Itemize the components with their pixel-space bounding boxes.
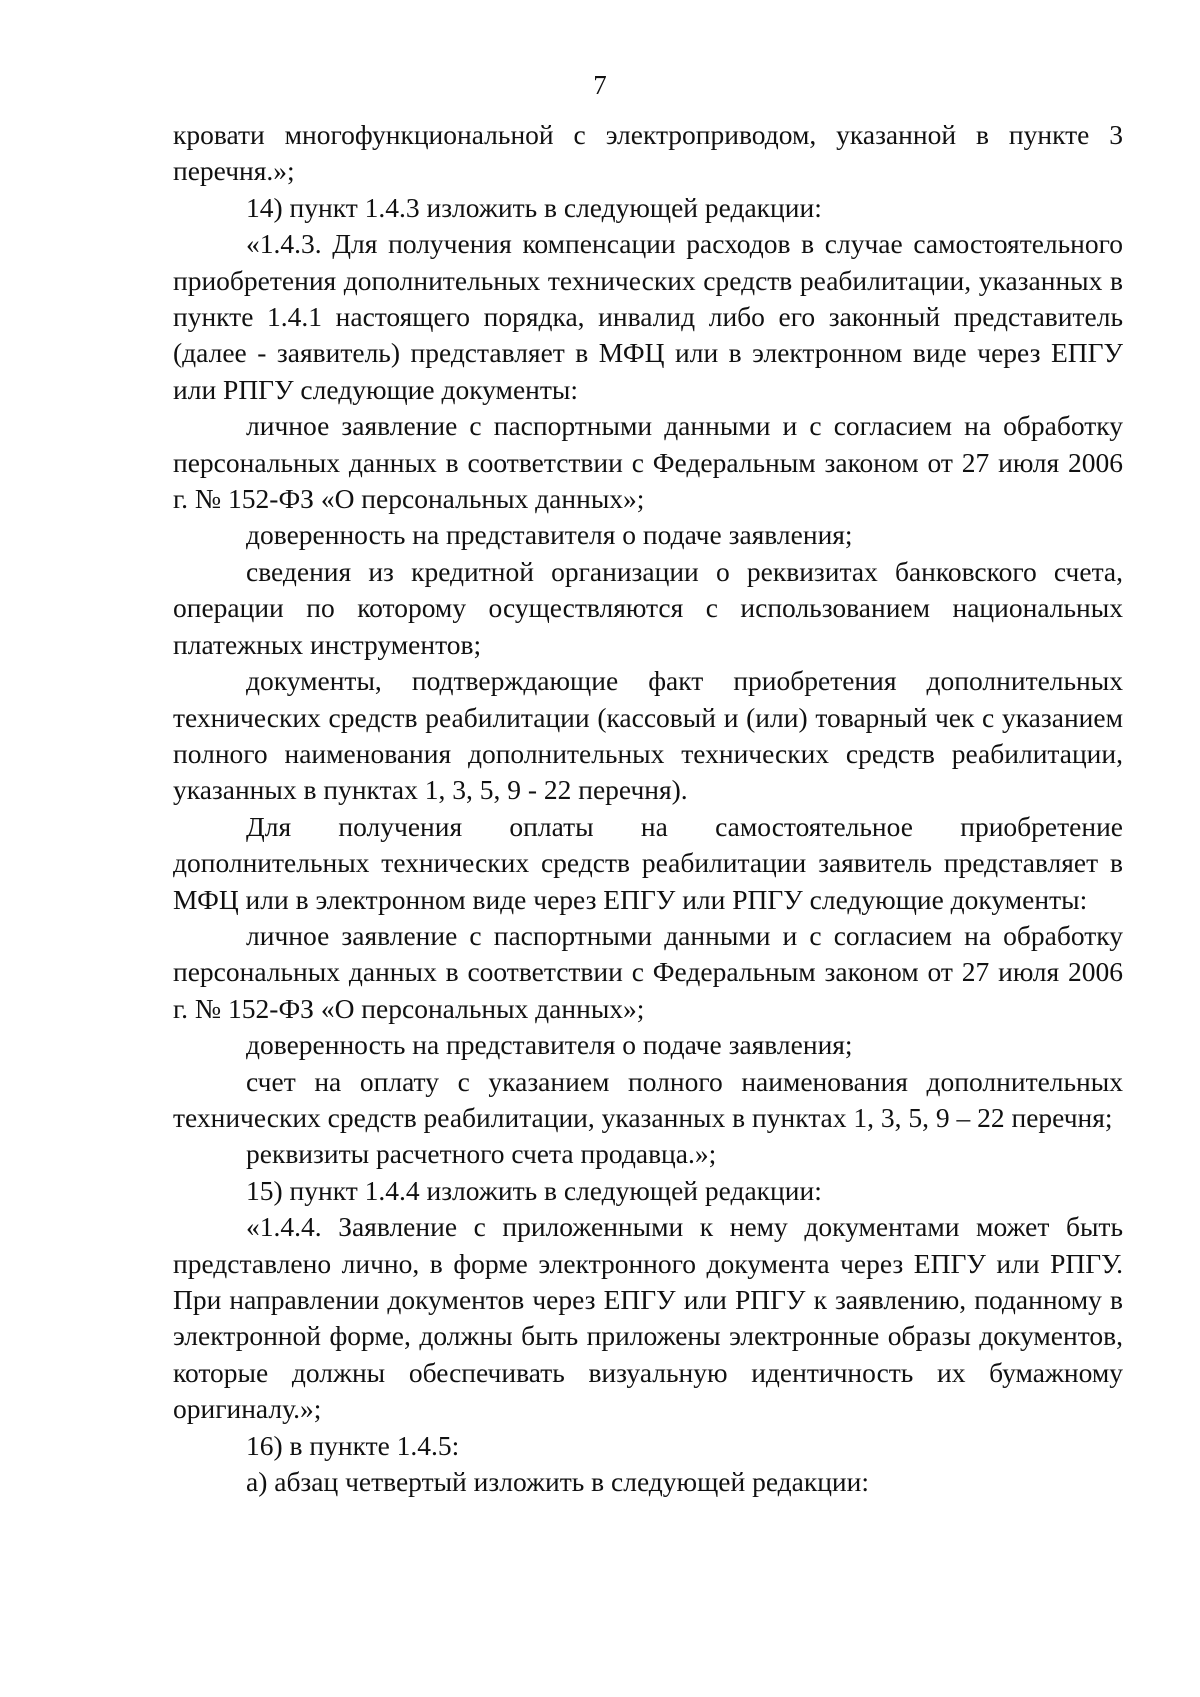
- paragraph-clause-1-4-3: «1.4.3. Для получения компенсации расходов в случае самостоятельного приобретения дополнительных технических средств реабилитации, указанных в пункте 1.4.1 настоящего порядка, инвалид либо его законный представитель (далее - заявитель) представляет в МФЦ или в электронном виде через ЕПГУ или РПГУ следующие документы:: [173, 228, 1123, 405]
- paragraph-item-14: 14) пункт 1.4.3 изложить в следующей редакции:: [246, 191, 822, 223]
- paragraph-payment-request: Для получения оплаты на самостоятельное приобретение дополнительных технических средств реабилитации заявитель представляет в МФЦ или в электронном виде через ЕПГУ или РПГУ следующие документы:: [173, 810, 1123, 915]
- document-body: [173, 117, 1123, 1500]
- paragraph-invoice: счет на оплату с указанием полного наименования дополнительных технических средств реабилитации, указанных в пунктах 1, 3, 5, 9 – 22 перечня;: [173, 1065, 1123, 1133]
- page-number: 7: [593, 70, 607, 100]
- paragraph-item-16: 16) в пункте 1.4.5:: [246, 1429, 460, 1461]
- paragraph-power-of-attorney-2: доверенность на представителя о подаче заявления;: [246, 1029, 853, 1061]
- paragraph-purchase-documents: документы, подтверждающие факт приобретения дополнительных технических средств реабилитации (кассовый и (или) товарный чек с указанием полного наименования дополнительных технических средств реабилитации, указанных в пунктах 1, 3, 5, 9 - 22 перечня).: [173, 665, 1123, 806]
- paragraph-item-15: 15) пункт 1.4.4 изложить в следующей редакции:: [246, 1174, 822, 1206]
- paragraph-power-of-attorney: доверенность на представителя о подаче заявления;: [246, 519, 853, 551]
- paragraph-clause-1-4-4: «1.4.4. Заявление с приложенными к нему документами может быть представлено лично, в форме электронного документа через ЕПГУ или РПГУ. При направлении документов через ЕПГУ или РПГУ к заявлению, поданному в электронной форме, должны быть приложены электронные образы документов, которые должны обеспечивать визуальную идентичность их бумажному оригиналу.»;: [173, 1211, 1123, 1425]
- paragraph-seller-account: реквизиты расчетного счета продавца.»;: [246, 1138, 717, 1170]
- paragraph-subitem-a: а) абзац четвертый изложить в следующей редакции:: [246, 1466, 870, 1498]
- paragraph-personal-application-2: личное заявление с паспортными данными и с согласием на обработку персональных данных в соответствии с Федеральным законом от 27 июля 2006 г. № 152-ФЗ «О персональных данных»;: [173, 919, 1123, 1024]
- paragraph-bank-details: сведения из кредитной организации о реквизитах банковского счета, операции по которому осуществляются с использованием национальных платежных инструментов;: [173, 555, 1123, 660]
- paragraph-personal-application: личное заявление с паспортными данными и с согласием на обработку персональных данных в соответствии с Федеральным законом от 27 июля 2006 г. № 152-ФЗ «О персональных данных»;: [173, 410, 1123, 515]
- paragraph-continuation: кровати многофункциональной с электроприводом, указанной в пункте 3 перечня.»;: [173, 119, 1123, 187]
